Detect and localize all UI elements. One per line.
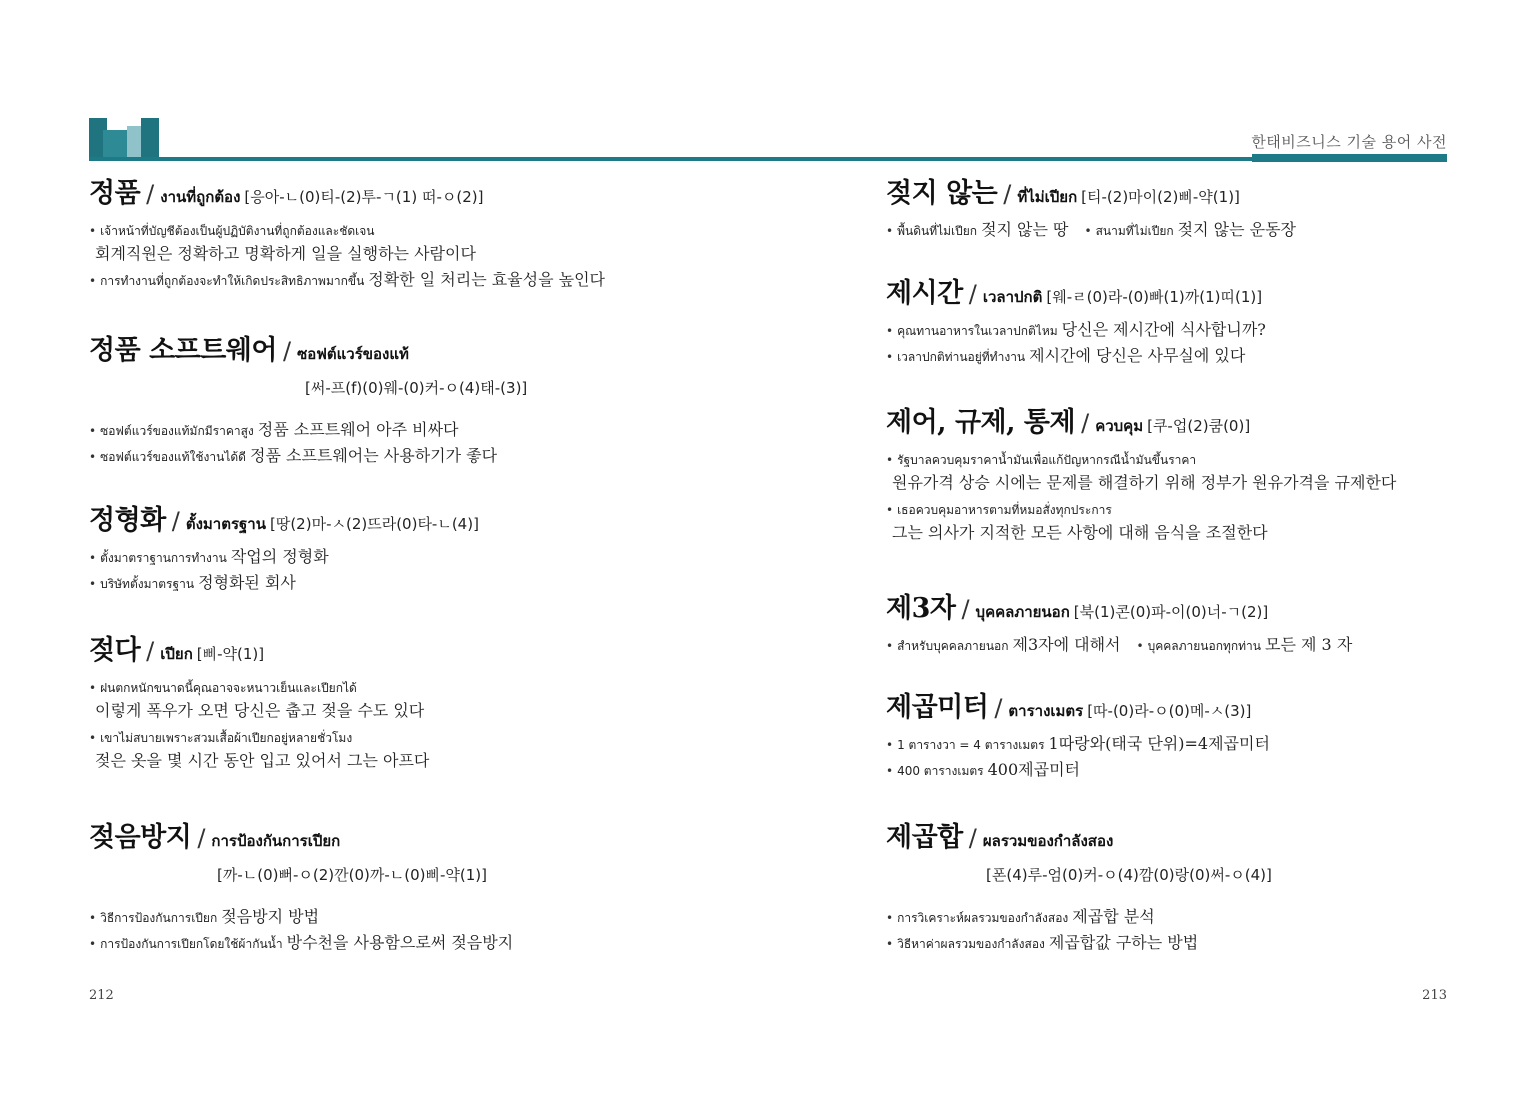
example-thai: บุคคลภายนอกทุกท่าน — [1147, 639, 1262, 654]
example-item: • การวิเคราะห์ผลรวมของกำลังสอง 제곱합 분석 — [886, 907, 1155, 927]
example-korean: 제곱합값 구하는 방법 — [1048, 933, 1199, 953]
example-thai: รัฐบาลควบคุมราคาน้ำมันเพื่อแก้ปัญหากรณีน้ำมันขึ้นราคา — [897, 453, 1197, 468]
entry-thai-term: บุคคลภายนอก — [975, 603, 1070, 621]
example-thai: พื้นดินที่ไม่เปียก — [897, 224, 978, 239]
example-thai: การทำงานที่ถูกต้องจะทำให้เกิดประสิทธิภาพมากขึ้น — [100, 274, 365, 289]
example-item: • รัฐบาลควบคุมราคาน้ำมันเพื่อแก้ปัญหากรณีน้ำมันขึ้นราคา 원유가격 상승 시에는 문제를 해결하기 위해 정부가 원유가격을 규제한다 — [886, 449, 1526, 493]
example-thai: วิธีหาค่าผลรวมของกำลังสอง — [897, 937, 1045, 952]
header-logo-blocks — [89, 118, 159, 160]
example-korean: 젖지 않는 운동장 — [1177, 220, 1297, 240]
example-thai: เวลาปกติท่านอยู่ที่ทำงาน — [897, 350, 1026, 365]
example-thai: ซอฟต์แวร์ของแท้มักมีราคาสูง — [100, 424, 254, 439]
entry-term: 젖음방지 — [89, 822, 192, 853]
example-korean: 정형화된 회사 — [198, 573, 296, 593]
entry-thai-term: ตารางเมตร — [1008, 702, 1084, 720]
entry-term: 젖다 — [89, 635, 141, 666]
example-item: • สำหรับบุคคลภายนอก 제3자에 대해서 • บุคคลภายนอกทุกท่าน 모든 제 3 자 — [886, 635, 1353, 655]
entry-heading: 젖음방지 / การป้องกันการเปียก — [89, 822, 341, 853]
example-item: • เวลาปกติท่านอยู่ที่ทำงาน 제시간에 당신은 사무실에 있다 — [886, 346, 1246, 366]
entry-term: 정형화 — [89, 505, 166, 536]
entry-pronunciation: [응아-ㄴ(0)티-(2)투-ㄱ(1) 떠-ㅇ(2)] — [244, 188, 484, 206]
example-thai: การป้องกันการเปียกโดยใช้ผ้ากันน้ำ — [100, 937, 283, 952]
example-thai: ซอฟต์แวร์ของแท้ใช้งานได้ดี — [100, 450, 246, 465]
example-korean: 제3자에 대해서 — [1012, 635, 1121, 655]
dictionary-entry — [886, 278, 1526, 372]
example-item: • 400 ตารางเมตร 400제곱미터 — [886, 760, 1080, 780]
example-item: • ตั้งมาตราฐานการทำงาน 작업의 정형화 — [89, 547, 329, 567]
example-korean: 방수천을 사용함으로써 젖음방지 — [286, 933, 514, 953]
example-item: • การทำงานที่ถูกต้องจะทำให้เกิดประสิทธิภาพมากขึ้น 정확한 일 처리는 효율성을 높인다 — [89, 270, 606, 290]
dictionary-entry — [89, 505, 729, 599]
example-thai: วิธีการป้องกันการเปียก — [100, 911, 218, 926]
dictionary-entry — [89, 822, 729, 959]
example-item: • วิธีหาค่าผลรวมของกำลังสอง 제곱합값 구하는 방법 — [886, 933, 1199, 953]
example-thai: เจ้าหน้าที่บัญชีต้องเป็นผู้ปฏิบัติงานที่ถูกต้องและชัดเจน — [100, 224, 375, 239]
example-thai: 1 ตารางวา = 4 ตารางเมตร — [897, 738, 1045, 753]
example-item: • เธอควบคุมอาหารตามที่หมอสั่งทุกประการ 그는 의사가 지적한 모든 사항에 대해 음식을 조절한다 — [886, 499, 1526, 543]
entry-thai-term: งานที่ถูกต้อง — [160, 188, 241, 206]
entry-pronunciation: [삐-약(1)] — [196, 645, 265, 663]
example-korean: 모든 제 3 자 — [1265, 635, 1353, 655]
entry-heading: 정형화 / ตั้งมาตรฐาน [땅(2)마-ㅅ(2)뜨라(0)타-ㄴ(4)] — [89, 505, 479, 536]
entry-heading: 제곱미터 / ตารางเมตร [따-(0)라-ㅇ(0)메-ㅅ(3)] — [886, 692, 1252, 723]
example-korean: 정확한 일 처리는 효율성을 높인다 — [368, 270, 606, 290]
entry-heading: 정품 / งานที่ถูกต้อง [응아-ㄴ(0)티-(2)투-ㄱ(1) 떠-ㅇ(2)] — [89, 178, 484, 209]
entry-term: 젖지 않는 — [886, 178, 998, 209]
entry-pronunciation: [티-(2)마이(2)삐-약(1)] — [1081, 188, 1240, 206]
example-item: • บริษัทตั้งมาตรฐาน 정형화된 회사 — [89, 573, 296, 593]
example-item: • คุณทานอาหารในเวลาปกติไหม 당신은 제시간에 식사합니까? — [886, 320, 1266, 340]
example-korean: 젖은 옷을 몇 시간 동안 입고 있어서 그는 아프다 — [95, 751, 430, 771]
entry-term: 제3자 — [886, 593, 956, 624]
dictionary-entry — [89, 178, 729, 296]
example-thai: 400 ตารางเมตร — [897, 764, 984, 779]
dictionary-entry — [886, 822, 1526, 959]
example-thai: บริษัทตั้งมาตรฐาน — [100, 577, 195, 592]
example-item: • เขาไม่สบายเพราะสวมเสื้อผ้าเปียกอยู่หลายชั่วโมง 젖은 옷을 몇 시간 동안 입고 있어서 그는 아프다 — [89, 727, 729, 771]
example-thai: เขาไม่สบายเพราะสวมเสื้อผ้าเปียกอยู่หลายชั่วโมง — [100, 731, 353, 746]
example-thai: เธอควบคุมอาหารตามที่หมอสั่งทุกประการ — [897, 503, 1112, 518]
example-item: • ซอฟต์แวร์ของแท้มักมีราคาสูง 정품 소프트웨어 아주 비싸다 — [89, 420, 459, 440]
entry-term: 정품 소프트웨어 — [89, 335, 277, 366]
example-korean: 정품 소프트웨어는 사용하기가 좋다 — [249, 446, 498, 466]
entry-heading: 젖다 / เปียก [삐-약(1)] — [89, 635, 265, 666]
dictionary-entry — [89, 335, 729, 472]
example-korean: 젖음방지 방법 — [221, 907, 320, 927]
entry-thai-term: ตั้งมาตรฐาน — [185, 515, 266, 533]
entry-term: 제어, 규제, 통제 — [886, 407, 1076, 438]
example-thai: ฝนตกหนักขนาดนี้คุณอาจจะหนาวเย็นและเปียกได้ — [100, 681, 357, 696]
example-item: • ฝนตกหนักขนาดนี้คุณอาจจะหนาวเย็นและเปียกได้ 이렇게 폭우가 오면 당신은 춥고 젖을 수도 있다 — [89, 677, 729, 721]
entry-pronunciation: [북(1)콘(0)파-이(0)너-ㄱ(2)] — [1073, 603, 1269, 621]
entry-heading: 제어, 규제, 통제 / ควบคุม [쿠-업(2)쿰(0)] — [886, 407, 1251, 438]
example-item: • 1 ตารางวา = 4 ตารางเมตร 1따랑와(태국 단위)=4제곱미터 — [886, 734, 1270, 754]
entry-pronunciation: [까-ㄴ(0)뻐-ㅇ(2)깐(0)까-ㄴ(0)삐-약(1)] — [217, 866, 488, 885]
entry-term: 정품 — [89, 178, 141, 209]
entry-heading: 제3자 / บุคคลภายนอก [북(1)콘(0)파-이(0)너-ㄱ(2)] — [886, 593, 1269, 624]
example-thai: การวิเคราะห์ผลรวมของกำลังสอง — [897, 911, 1069, 926]
example-korean: 제시간에 당신은 사무실에 있다 — [1029, 346, 1246, 366]
entry-thai-term: ที่ไม่เปียก — [1017, 188, 1078, 206]
entry-term: 제시간 — [886, 278, 963, 309]
entry-heading: 제시간 / เวลาปกติ [웨-ㄹ(0)라-(0)빠(1)까(1)띠(1)] — [886, 278, 1263, 309]
logo-block — [103, 130, 127, 160]
example-thai: สำหรับบุคคลภายนอก — [897, 639, 1009, 654]
entry-heading: 젖지 않는 / ที่ไม่เปียก [티-(2)마이(2)삐-약(1)] — [886, 178, 1240, 209]
example-korean: 작업의 정형화 — [230, 547, 329, 567]
entry-heading: 제곱합 / ผลรวมของกำลังสอง — [886, 822, 1114, 853]
entry-thai-term: การป้องกันการเปียก — [211, 832, 341, 850]
example-item: • เจ้าหน้าที่บัญชีต้องเป็นผู้ปฏิบัติงานที่ถูกต้องและชัดเจน 회계직원은 정확하고 명확하게 일을 실행하는 사람이다 — [89, 220, 729, 264]
dictionary-entry — [886, 692, 1526, 786]
example-korean: 젖지 않는 땅 — [981, 220, 1069, 240]
example-korean: 원유가격 상승 시에는 문제를 해결하기 위해 정부가 원유가격을 규제한다 — [892, 473, 1397, 493]
entry-pronunciation: [땅(2)마-ㅅ(2)뜨라(0)타-ㄴ(4)] — [269, 515, 479, 533]
page-number-left: 212 — [89, 988, 114, 1003]
example-korean: 정품 소프트웨어 아주 비싸다 — [257, 420, 459, 440]
entry-thai-term: เปียก — [160, 645, 193, 663]
entry-term: 제곱합 — [886, 822, 963, 853]
book-title: 한태비즈니스 기술 용어 사전 — [1251, 133, 1447, 151]
entry-heading: 정품 소프트웨어 / ซอฟต์แวร์ของแท้ — [89, 335, 409, 366]
entry-pronunciation: [따-(0)라-ㅇ(0)메-ㅅ(3)] — [1087, 702, 1252, 720]
entry-pronunciation: [웨-ㄹ(0)라-(0)빠(1)까(1)띠(1)] — [1046, 288, 1263, 306]
example-korean: 400제곱미터 — [987, 760, 1080, 780]
example-korean: 회계직원은 정확하고 명확하게 일을 실행하는 사람이다 — [95, 244, 476, 264]
dictionary-entry — [886, 593, 1526, 661]
example-thai: คุณทานอาหารในเวลาปกติไหม — [897, 324, 1058, 339]
entry-thai-term: ควบคุม — [1095, 417, 1144, 435]
example-item: • ซอฟต์แวร์ของแท้ใช้งานได้ดี 정품 소프트웨어는 사용하기가 좋다 — [89, 446, 498, 466]
dictionary-entry — [89, 635, 729, 777]
entry-thai-term: เวลาปกติ — [982, 288, 1043, 306]
example-item: • พื้นดินที่ไม่เปียก 젖지 않는 땅 • สนามที่ไม่เปียก 젖지 않는 운동장 — [886, 220, 1297, 240]
header-rule-accent — [1252, 154, 1447, 162]
example-korean: 1따랑와(태국 단위)=4제곱미터 — [1048, 734, 1270, 754]
example-korean: 당신은 제시간에 식사합니까? — [1061, 320, 1266, 340]
entry-thai-term: ผลรวมของกำลังสอง — [982, 832, 1114, 850]
logo-block — [141, 118, 159, 160]
page-number-right: 213 — [1422, 988, 1447, 1003]
example-korean: 이렇게 폭우가 오면 당신은 춥고 젖을 수도 있다 — [95, 701, 425, 721]
dictionary-entry — [886, 407, 1526, 549]
example-thai: ตั้งมาตราฐานการทำงาน — [100, 551, 227, 566]
example-korean: 그는 의사가 지적한 모든 사항에 대해 음식을 조절한다 — [892, 523, 1268, 543]
example-item: • วิธีการป้องกันการเปียก 젖음방지 방법 — [89, 907, 320, 927]
page-header — [0, 0, 1536, 170]
entry-pronunciation: [쿠-업(2)쿰(0)] — [1147, 417, 1251, 435]
entry-thai-term: ซอฟต์แวร์ของแท้ — [297, 345, 409, 363]
entry-pronunciation: [폰(4)루-엄(0)커-ㅇ(4)깜(0)랑(0)써-ㅇ(4)] — [986, 866, 1272, 885]
example-item: • การป้องกันการเปียกโดยใช้ผ้ากันน้ำ 방수천을 사용함으로써 젖음방지 — [89, 933, 514, 953]
entry-term: 제곱미터 — [886, 692, 989, 723]
entry-pronunciation: [써-프(f)(0)웨-(0)커-ㅇ(4)태-(3)] — [305, 379, 528, 398]
example-korean: 제곱합 분석 — [1072, 907, 1155, 927]
dictionary-entry — [886, 178, 1526, 246]
header-rule — [89, 157, 1447, 161]
example-thai: สนามที่ไม่เปียก — [1095, 224, 1174, 239]
